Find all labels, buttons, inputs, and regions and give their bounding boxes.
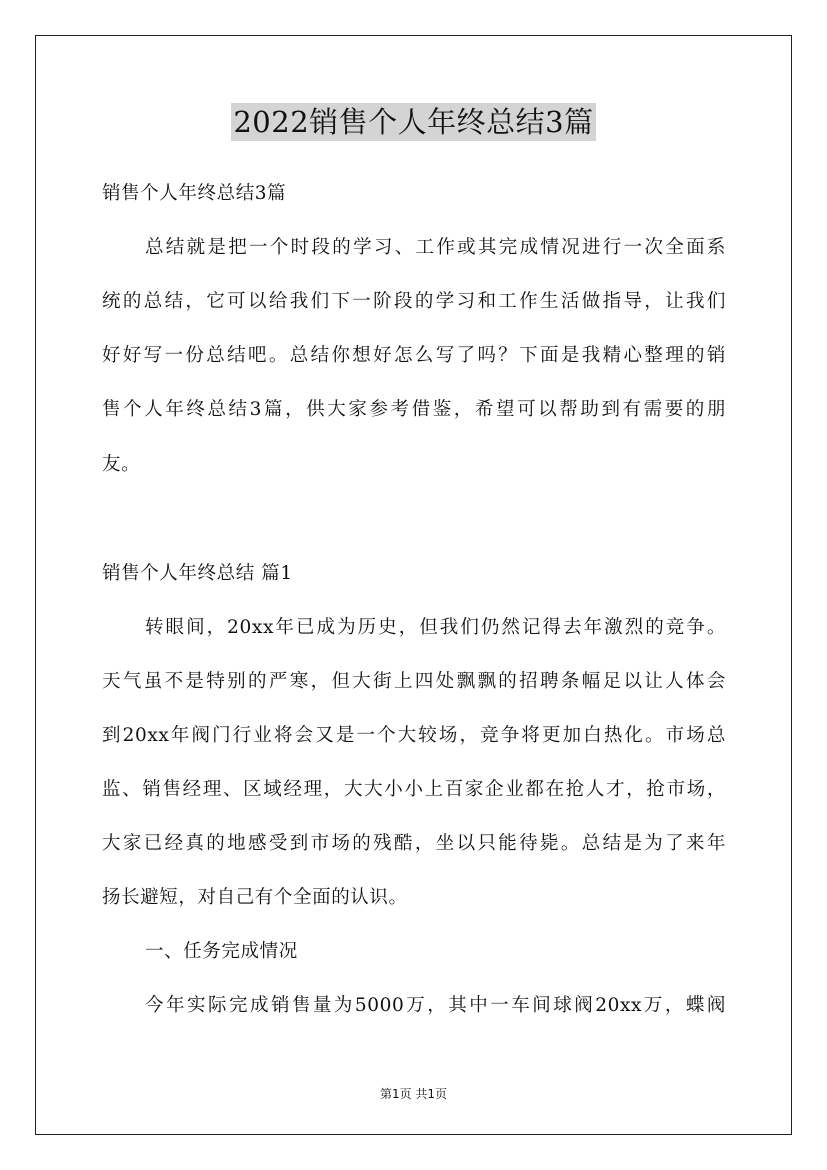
paragraph-line: 今年实际完成销售量为5000万，其中一车间球阀20xx万，蝶阀 (145, 995, 726, 1016)
paragraph-line: 大家已经真的地感受到市场的残酷，坐以只能待毙。总结是为了来年 (102, 833, 726, 854)
paragraph-line: 售个人年终总结3篇，供大家参考借鉴，希望可以帮助到有需要的朋 (102, 399, 726, 420)
subsection-heading: 一、任务完成情况 (145, 941, 298, 962)
page-footer: 第1页 共1页 (379, 1087, 448, 1101)
paragraph-line: 统的总结，它可以给我们下一阶段的学习和工作生活做指导，让我们 (102, 291, 726, 312)
document-title: 2022销售个人年终总结3篇 (233, 105, 594, 139)
paragraph-line: 友。 (102, 454, 141, 475)
paragraph-line: 总结就是把一个时段的学习、工作或其完成情况进行一次全面系 (145, 237, 726, 258)
section-heading: 销售个人年终总结 篇1 (102, 563, 293, 584)
paragraph-line: 好好写一份总结吧。总结你想好怎么写了吗？下面是我精心整理的销 (102, 345, 726, 366)
paragraph-line: 扬长避短，对自己有个全面的认识。 (102, 887, 408, 908)
subtitle-line: 销售个人年终总结3篇 (102, 183, 287, 204)
paragraph-line: 监、销售经理、区域经理，大大小小上百家企业都在抢人才，抢市场， (102, 779, 726, 800)
paragraph-line: 到20xx年阀门行业将会又是一个大较场，竞争将更加白热化。市场总 (102, 725, 726, 746)
paragraph-line: 天气虽不是特别的严寒，但大街上四处飘飘的招聘条幅足以让人体会 (102, 671, 726, 692)
paragraph-line: 转眼间，20xx年已成为历史，但我们仍然记得去年激烈的竞争。 (145, 617, 726, 638)
